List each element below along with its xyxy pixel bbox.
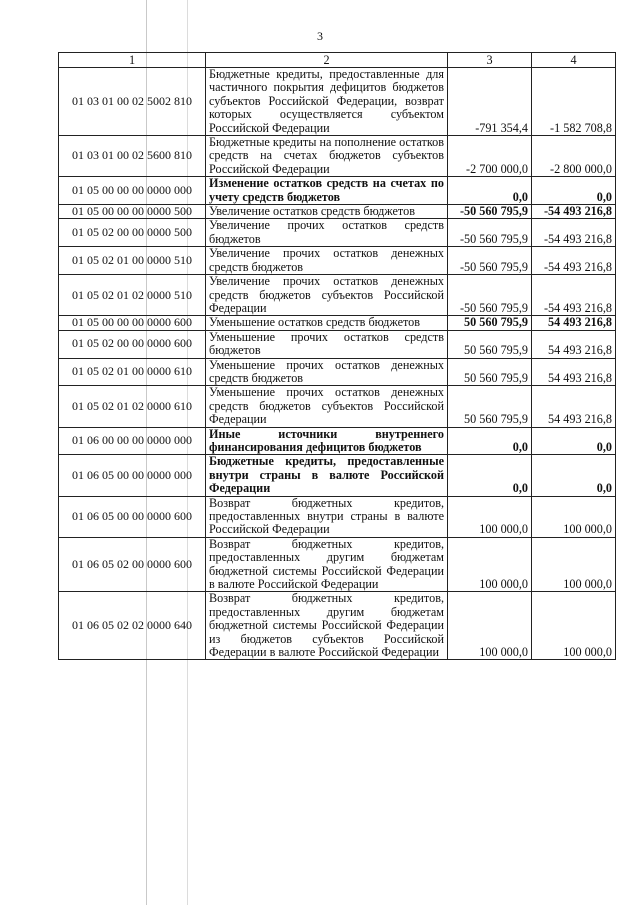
row-budget-code: 01 05 00 00 00 0000 600 (59, 316, 206, 330)
row-amount-col4: 54 493 216,8 (532, 316, 616, 330)
row-amount-col4: 100 000,0 (532, 592, 616, 660)
row-amount-col4: -1 582 708,8 (532, 68, 616, 136)
row-source-name: Уменьшение прочих остатков средств бюджетов (206, 330, 448, 358)
budget-sources-table (58, 52, 616, 660)
row-budget-code: 01 05 00 00 00 0000 500 (59, 205, 206, 219)
row-budget-code: 01 05 02 00 00 0000 600 (59, 330, 206, 358)
row-amount-col3: 50 560 795,9 (448, 358, 532, 386)
row-budget-code: 01 03 01 00 02 5600 810 (59, 136, 206, 177)
table-header-row (59, 53, 616, 68)
table-row (59, 275, 616, 316)
row-budget-code: 01 06 05 00 00 0000 600 (59, 496, 206, 537)
row-amount-col3: 0,0 (448, 177, 532, 205)
row-source-name: Возврат бюджетных кредитов, предоставленных другим бюджетам бюджетной системы Российской Федерации из бюджетов субъектов Российской Федерации в валюте Российской Федерации (206, 592, 448, 660)
column-header-name: 2 (206, 53, 448, 68)
table-row (59, 358, 616, 386)
row-budget-code: 01 03 01 00 02 5002 810 (59, 68, 206, 136)
row-source-name: Возврат бюджетных кредитов, предоставленных другим бюджетам бюджетной системы Российской Федерации в валюте Российской Федерации (206, 537, 448, 592)
row-source-name: Уменьшение прочих остатков денежных средств бюджетов субъектов Российской Федерации (206, 386, 448, 427)
row-amount-col3: 100 000,0 (448, 496, 532, 537)
row-amount-col4: -2 800 000,0 (532, 136, 616, 177)
row-amount-col3: -50 560 795,9 (448, 275, 532, 316)
row-source-name: Увеличение остатков средств бюджетов (206, 205, 448, 219)
row-amount-col4: 100 000,0 (532, 537, 616, 592)
row-budget-code: 01 05 00 00 00 0000 000 (59, 177, 206, 205)
row-budget-code: 01 05 02 01 02 0000 610 (59, 386, 206, 427)
row-budget-code: 01 05 02 01 00 0000 510 (59, 247, 206, 275)
row-amount-col4: -54 493 216,8 (532, 205, 616, 219)
row-amount-col4: 0,0 (532, 455, 616, 496)
row-amount-col4: 54 493 216,8 (532, 358, 616, 386)
row-amount-col3: -791 354,4 (448, 68, 532, 136)
table-row (59, 455, 616, 496)
row-budget-code: 01 05 02 01 00 0000 610 (59, 358, 206, 386)
row-amount-col4: -54 493 216,8 (532, 275, 616, 316)
row-amount-col3: -2 700 000,0 (448, 136, 532, 177)
row-source-name: Увеличение прочих остатков средств бюджетов (206, 219, 448, 247)
row-amount-col3: -50 560 795,9 (448, 247, 532, 275)
row-budget-code: 01 05 02 00 00 0000 500 (59, 219, 206, 247)
row-budget-code: 01 06 00 00 00 0000 000 (59, 427, 206, 455)
row-source-name: Увеличение прочих остатков денежных средств бюджетов субъектов Российской Федерации (206, 275, 448, 316)
row-source-name: Увеличение прочих остатков денежных средств бюджетов (206, 247, 448, 275)
table-row (59, 68, 616, 136)
table-row (59, 592, 616, 660)
row-source-name: Возврат бюджетных кредитов, предоставленных внутри страны в валюте Российской Федерации (206, 496, 448, 537)
row-budget-code: 01 06 05 00 00 0000 000 (59, 455, 206, 496)
row-source-name: Бюджетные кредиты, предоставленные внутри страны в валюте Российской Федерации (206, 455, 448, 496)
page-number: 3 (317, 29, 323, 43)
row-source-name: Уменьшение прочих остатков денежных средств бюджетов (206, 358, 448, 386)
table-row (59, 247, 616, 275)
row-source-name: Уменьшение остатков средств бюджетов (206, 316, 448, 330)
table-row (59, 136, 616, 177)
table-row (59, 386, 616, 427)
row-source-name: Бюджетные кредиты на пополнение остатков средств на счетах бюджетов субъектов Российской Федерации (206, 136, 448, 177)
row-amount-col3: -50 560 795,9 (448, 205, 532, 219)
row-amount-col4: 54 493 216,8 (532, 330, 616, 358)
row-budget-code: 01 06 05 02 02 0000 640 (59, 592, 206, 660)
row-source-name: Изменение остатков средств на счетах по учету средств бюджетов (206, 177, 448, 205)
row-amount-col4: 0,0 (532, 427, 616, 455)
row-amount-col3: 50 560 795,9 (448, 316, 532, 330)
row-amount-col3: 100 000,0 (448, 537, 532, 592)
row-amount-col4: 54 493 216,8 (532, 386, 616, 427)
row-source-name: Бюджетные кредиты, предоставленные для частичного покрытия дефицитов бюджетов субъектов Российской Федерации, возврат которых осуществляется субъектом Российской Федерации (206, 68, 448, 136)
column-header-code: 1 (59, 53, 206, 68)
table-row (59, 219, 616, 247)
column-header-2020: 3 (448, 53, 532, 68)
row-amount-col4: 100 000,0 (532, 496, 616, 537)
row-amount-col3: 0,0 (448, 427, 532, 455)
table-row (59, 316, 616, 330)
row-amount-col3: 50 560 795,9 (448, 386, 532, 427)
table-row (59, 496, 616, 537)
row-amount-col3: 100 000,0 (448, 592, 532, 660)
row-source-name: Иные источники внутреннего финансирования дефицитов бюджетов (206, 427, 448, 455)
table-row (59, 537, 616, 592)
row-budget-code: 01 05 02 01 02 0000 510 (59, 275, 206, 316)
table-body (59, 68, 616, 660)
row-amount-col3: -50 560 795,9 (448, 219, 532, 247)
row-amount-col3: 0,0 (448, 455, 532, 496)
row-amount-col4: -54 493 216,8 (532, 219, 616, 247)
table-row (59, 205, 616, 219)
column-header-2021: 4 (532, 53, 616, 68)
table-row (59, 427, 616, 455)
row-amount-col4: 0,0 (532, 177, 616, 205)
row-amount-col3: 50 560 795,9 (448, 330, 532, 358)
table-row (59, 330, 616, 358)
row-amount-col4: -54 493 216,8 (532, 247, 616, 275)
table-row (59, 177, 616, 205)
row-budget-code: 01 06 05 02 00 0000 600 (59, 537, 206, 592)
